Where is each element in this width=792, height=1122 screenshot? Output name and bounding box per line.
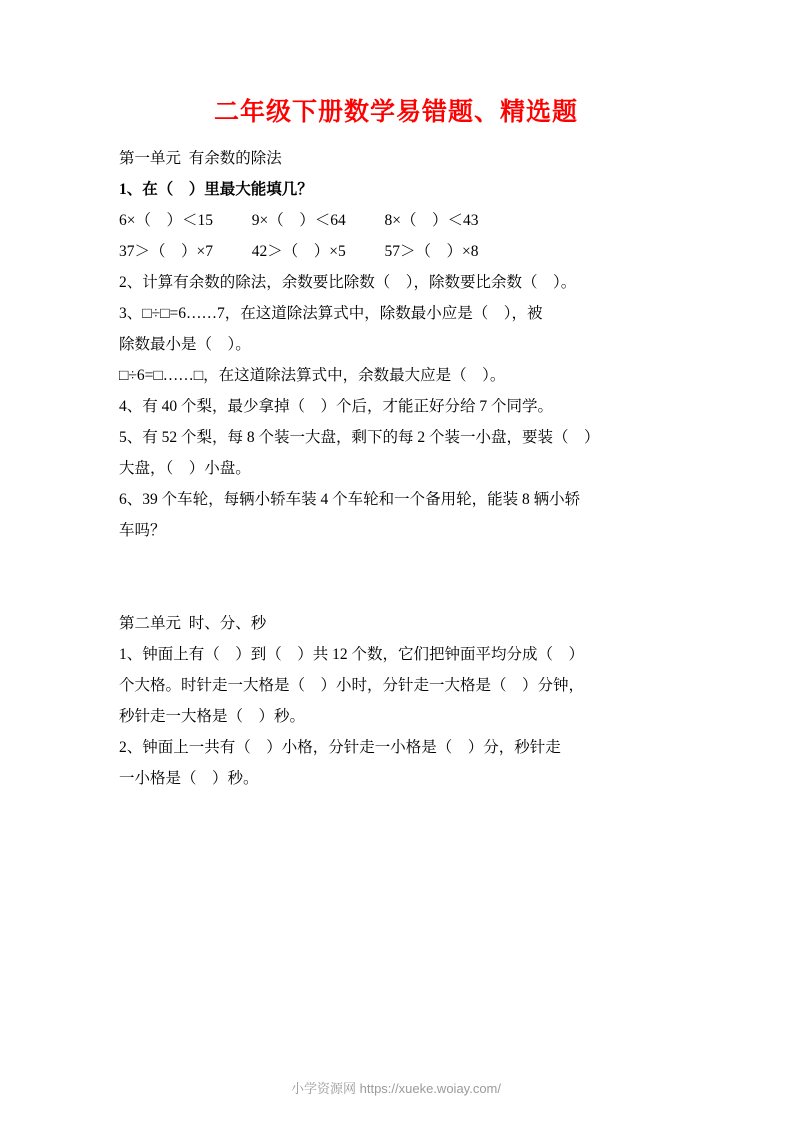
- page-title: 二年级下册数学易错题、精选题: [213, 99, 578, 126]
- question-1-6: 6、39 个车轮，每辆小轿车装 4 个车轮和一个备用轮，能装 8 辆小轿: [119, 491, 581, 508]
- question-1-3-extra: □÷6=□……□，在这道除法算式中，余数最大应是（ ）。: [119, 367, 506, 384]
- section-heading-unit-1: 第一单元 有余数的除法: [119, 150, 282, 167]
- question-2-1-cont-b: 秒针走一大格是（ ）秒。: [119, 708, 306, 725]
- question-2-1: 1、钟面上有（ ）到（ ）共 12 个数，它们把钟面平均分成（ ）: [119, 646, 585, 663]
- question-1-1-row-a: 6×（ ）＜15 9×（ ）＜64 8×（ ）＜43: [119, 212, 479, 229]
- question-1-2: 2、计算有余数的除法，余数要比除数（ ），除数要比余数（ ）。: [119, 274, 577, 291]
- question-1-1: 1、在（ ）里最大能填几？: [119, 181, 313, 198]
- document-body: [119, 143, 679, 794]
- question-2-1-cont-a: 个大格。时针走一大格是（ ）小时，分针走一大格是（ ）分钟，: [119, 677, 585, 694]
- question-2-2: 2、钟面上一共有（ ）小格，分针走一小格是（ ）分，秒针走: [119, 739, 561, 756]
- question-1-6-cont: 车吗？: [119, 522, 166, 539]
- section-heading-unit-2: 第二单元 时、分、秒: [119, 615, 267, 632]
- question-1-3-cont: 除数最小是（ ）。: [119, 336, 251, 353]
- question-1-5: 5、有 52 个梨，每 8 个装一大盘，剩下的每 2 个装一小盘，要装（ ）: [119, 429, 600, 446]
- question-1-4: 4、有 40 个梨，最少拿掉（ ）个后，才能正好分给 7 个同学。: [119, 398, 554, 415]
- question-1-5-cont: 大盘，（ ）小盘。: [119, 460, 251, 477]
- question-2-2-cont: 一小格是（ ）秒。: [119, 770, 259, 787]
- question-1-3: 3、□÷□=6……7，在这道除法算式中，除数最小应是（ ），被: [119, 305, 543, 322]
- footer-watermark: 小学资源网 https://xueke.woiay.com/: [291, 1081, 501, 1096]
- section-spacer: [119, 546, 679, 608]
- question-1-1-row-b: 37＞（ ）×7 42＞（ ）×5 57＞（ ）×8: [119, 243, 479, 260]
